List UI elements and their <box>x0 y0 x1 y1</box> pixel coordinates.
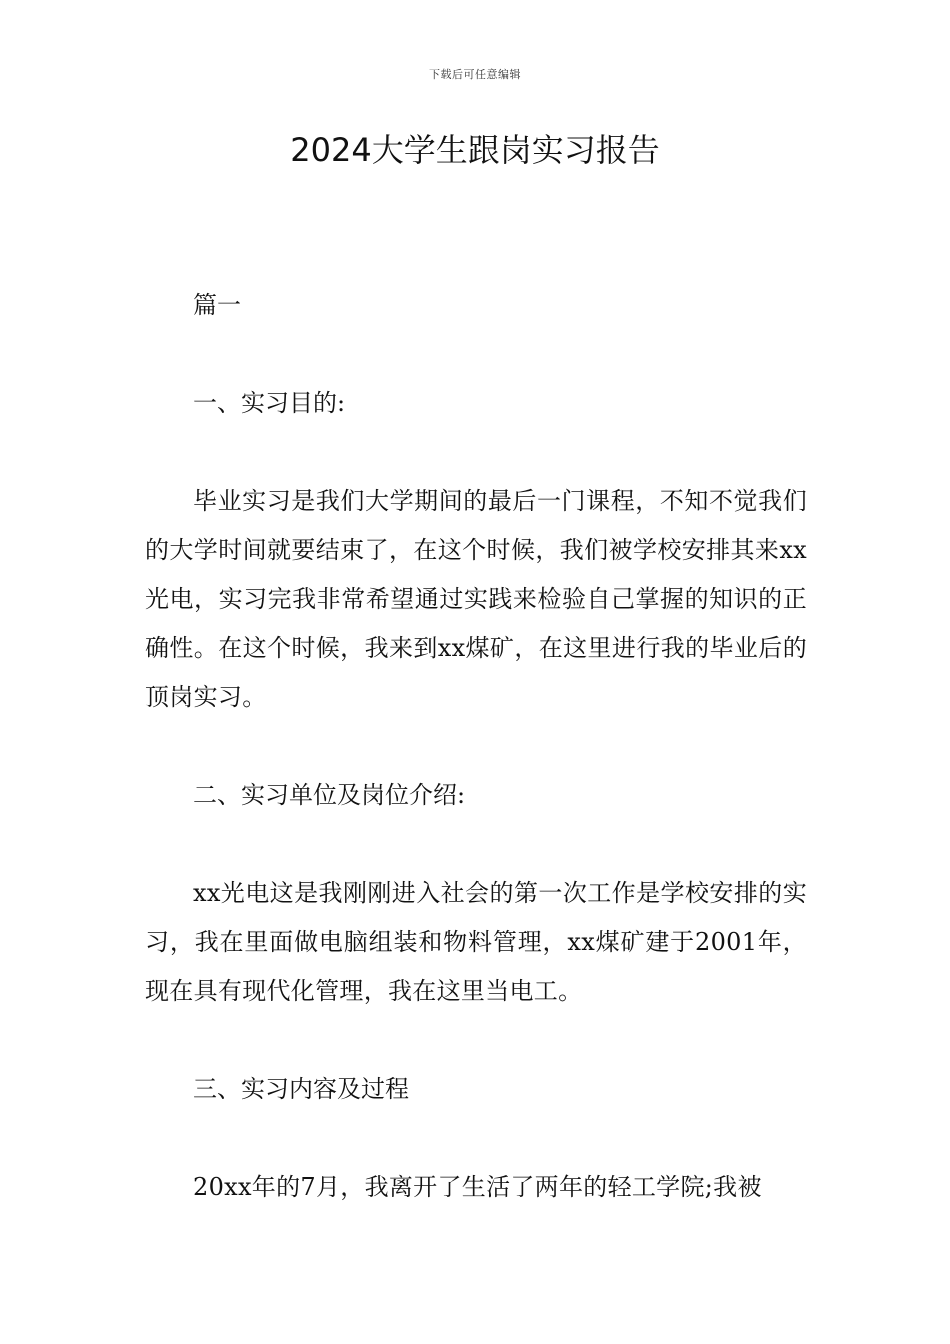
section-heading-process: 三、实习内容及过程 <box>193 1075 409 1103</box>
section-paragraph-process: 20xx年的7月，我离开了生活了两年的轻工学院;我被 <box>193 1173 762 1201</box>
spacer <box>145 1016 807 1065</box>
document-title: 2024大学生跟岗实习报告 <box>290 131 660 169</box>
section-heading-purpose: 一、实习目的: <box>193 389 346 417</box>
spacer <box>145 722 807 771</box>
spacer <box>145 820 807 869</box>
section-paragraph-purpose: 毕业实习是我们大学期间的最后一门课程，不知不觉我们的大学时间就要结束了，在这个时候，我们被学校安排其来xx光电，实习完我非常希望通过实践来检验自己掌握的知识的正确性。在这个时候，我来到xx煤矿，在这里进行我的毕业后的顶岗实习。 <box>145 487 807 711</box>
section-paragraph-unit: xx光电这是我刚刚进入社会的第一次工作是学校安排的实习，我在里面做电脑组装和物料管理，xx煤矿建于2001年，现在具有现代化管理，我在这里当电工。 <box>145 879 807 1005</box>
section-heading-unit: 二、实习单位及岗位介绍: <box>193 781 466 809</box>
spacer <box>145 428 807 477</box>
header-note: 下载后可任意编辑 <box>429 68 521 81</box>
section-label: 篇一 <box>193 291 241 319</box>
document-body <box>145 281 807 1212</box>
spacer <box>145 330 807 379</box>
spacer <box>145 1114 807 1163</box>
